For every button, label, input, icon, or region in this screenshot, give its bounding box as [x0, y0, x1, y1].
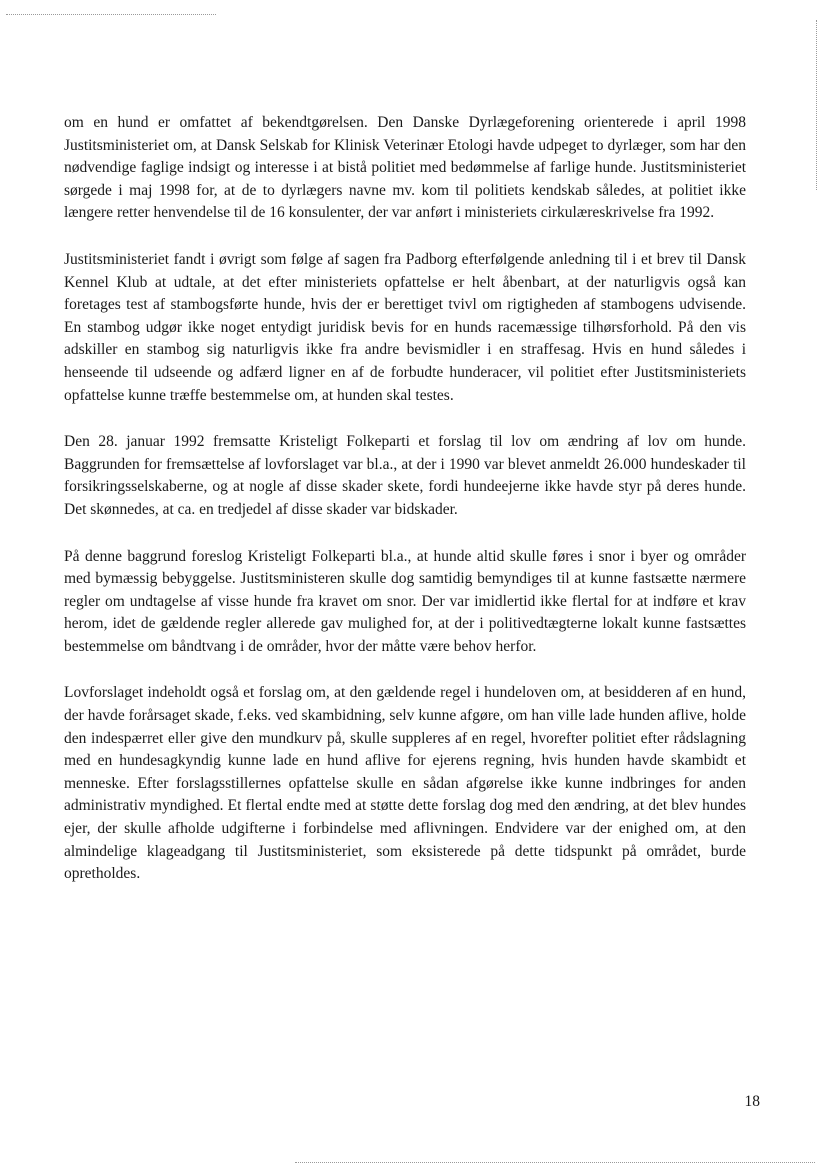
- paragraph-2: Justitsministeriet fandt i øvrigt som følge af sagen fra Padborg efterfølgende anledning til i et brev til Dansk Kennel Klub at udtale, at det efter ministeriets opfattelse er helt åbenbart, at der naturligvis også kan foretages test af stambogsførte hunde, hvis der er berettiget tvivl om rigtigheden af stambogens udvisende. En stambog udgør ikke noget entydigt juridisk bevis for en hunds racemæssige tilhørsforhold. På den vis adskiller en stambog sig naturligvis ikke fra andre bevismidler i en straffesag. Hvis en hund således i henseende til udseende og adfærd ligner en af de forbudte hunderacer, vil politiet efter Justitsministeriets opfattelse kunne træffe bestemmelse om, at hunden skal testes.: [64, 250, 746, 404]
- paragraph-4: På denne baggrund foreslog Kristeligt Folkeparti bl.a., at hunde altid skulle føres i snor i byer og områder med bymæssig bebyggelse. Justitsministeren skulle dog samtidig bemyndiges til at kunne fastsætte nærmere regler om undtagelse af visse hunde fra kravet om snor. Der var imidlertid ikke flertal for at indføre et krav herom, idet de gældende regler allerede gav mulighed for, at der i politivedtægterne lokalt kunne fastsættes bestemmelse om båndtvang i de områder, hvor der måtte være behov herfor.: [64, 547, 746, 655]
- paragraph-3: Den 28. januar 1992 fremsatte Kristeligt Folkeparti et forslag til lov om ændring af lov om hunde. Baggrunden for fremsættelse af lovforslaget var bl.a., at der i 1990 var blevet anmeldt 26.000 hundeskader til forsikringsselskaberne, og at nogle af disse skader skete, fordi hundeejerne ikke havde styr på deres hunde. Det skønnedes, at ca. en tredjedel af disse skader var bidskader.: [64, 433, 746, 518]
- paragraph-1: om en hund er omfattet af bekendtgørelsen. Den Danske Dyrlægeforening orienterede i april 1998 Justitsministeriet om, at Dansk Selskab for Klinisk Veterinær Etologi havde udpeget to dyrlæger, som har den nødvendige faglige indsigt og interesse i at bistå politiet med bedømmelse af farlige hunde. Justitsministeriet sørgede i maj 1998 for, at de to dyrlægers navne mv. kom til politiets kendskab således, at politiet ikke længere retter henvendelse til de 16 konsulenter, der var anført i ministeriets cirkulæreskrivelse fra 1992.: [64, 114, 746, 222]
- paragraph-5: Lovforslaget indeholdt også et forslag om, at den gældende regel i hundeloven om, at besidderen af en hund, der havde forårsaget skade, f.eks. ved skambidning, selv kunne afgøre, om han ville lade hunden aflive, holde den indespærret eller give den mundkurv på, skulle suppleres af en regel, hvorefter politiet efter rådslagning med en hundesagkyndig kunne lade en hund aflive for ejerens regning, hvis hunden havde skambidt et menneske. Efter forslagsstillernes opfattelse skulle en sådan afgørelse ikke kunne indbringes for anden administrativ myndighed. Et flertal endte med at støtte dette forslag dog med den ændring, at det blev hundes ejer, der skulle afholde udgifterne i forbindelse med aflivningen. Endvidere var der enighed om, at den almindelige klageadgang til Justitsministeriet, som eksisterede på dette tidspunkt på området, burde opretholdes.: [64, 684, 746, 883]
- scan-edge-right: [816, 20, 817, 190]
- scan-edge-top: [6, 14, 216, 15]
- scan-edge-bottom: [295, 1162, 815, 1163]
- page-number: 18: [744, 1093, 760, 1110]
- document-body: [64, 112, 746, 910]
